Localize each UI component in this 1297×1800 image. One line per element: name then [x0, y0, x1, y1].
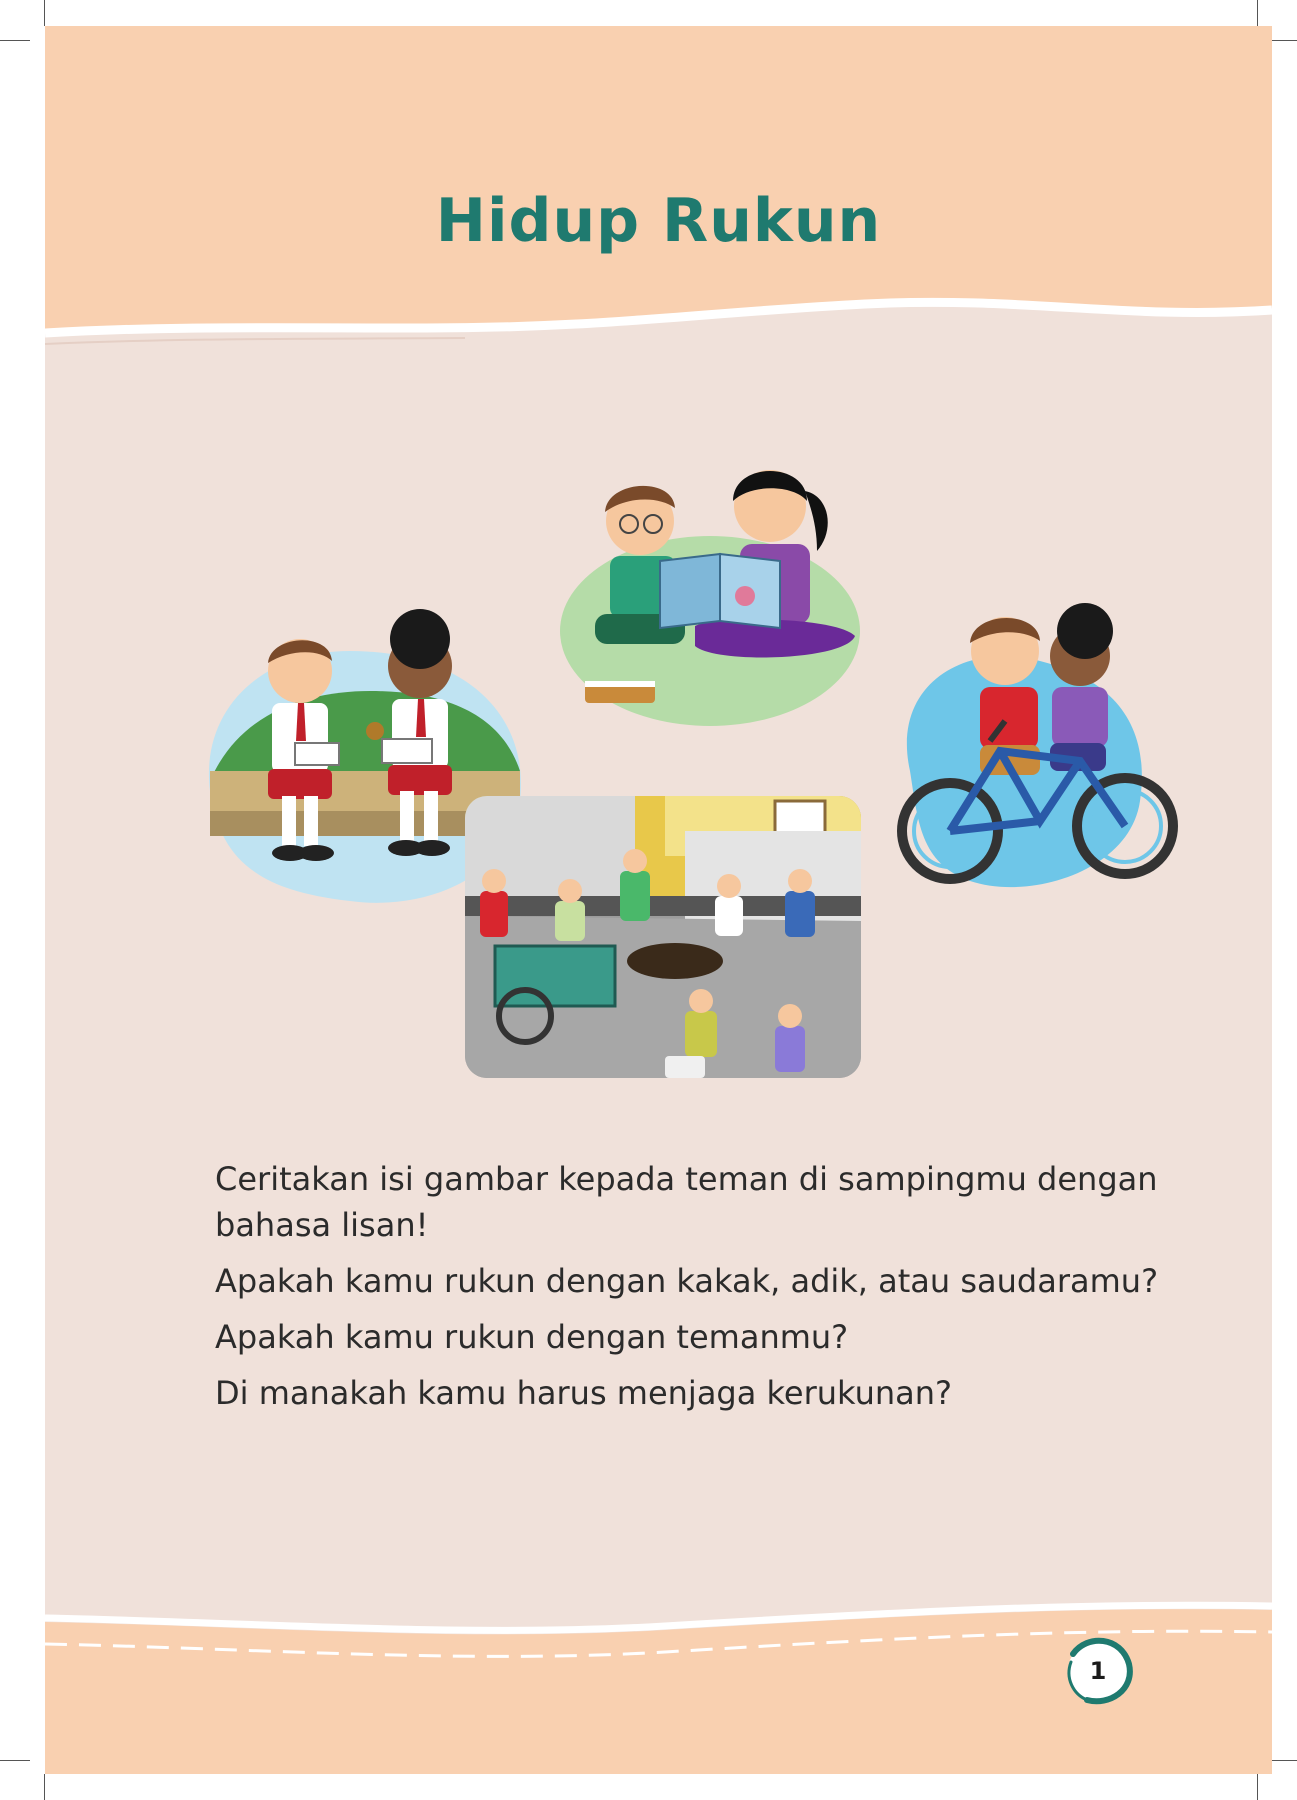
community-cleanup-illustration	[465, 796, 861, 1078]
worker	[480, 891, 508, 937]
crop-mark	[1257, 1774, 1258, 1800]
question-item: Apakah kamu rukun dengan temanmu?	[215, 1318, 849, 1356]
crop-mark	[44, 0, 45, 26]
two-kids-riding-bicycle-illustration	[880, 601, 1210, 911]
two-kids-reading-book-illustration	[555, 446, 875, 736]
question-item: Ceritakan isi gambar kepada teman di sampingmu dengan bahasa lisan!	[215, 1160, 1158, 1244]
crop-mark	[0, 1760, 30, 1761]
crop-mark	[0, 40, 30, 41]
book-page	[45, 26, 1272, 1774]
crop-mark	[44, 1774, 45, 1800]
question-item: Di manakah kamu harus menjaga kerukunan?	[215, 1374, 953, 1412]
page-title: Hidup Rukun	[435, 186, 882, 256]
question-item: Apakah kamu rukun dengan kakak, adik, atau saudaramu?	[215, 1262, 1159, 1300]
question-list	[215, 1156, 1165, 1426]
crop-mark	[1257, 0, 1258, 26]
page-number: 1	[1089, 1657, 1107, 1685]
